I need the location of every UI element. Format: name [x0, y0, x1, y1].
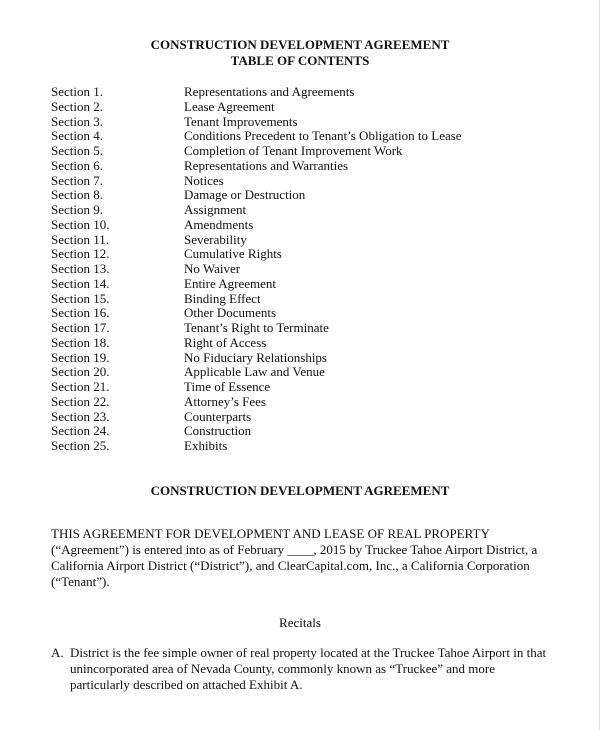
recital-line: particularly described on attached Exhibit A. — [70, 677, 303, 692]
toc-section-title: Completion of Tenant Improvement Work — [184, 143, 403, 158]
recital-line: unincorporated area of Nevada County, commonly known as “Truckee” and more — [70, 661, 496, 676]
toc-section-number: Section 3. — [51, 113, 103, 129]
toc-section-title: Time of Essence — [184, 379, 271, 394]
toc-section-number: Section 5. — [51, 143, 103, 158]
toc-section-title: Construction — [184, 423, 252, 439]
toc-section-number: Section 25. — [51, 438, 110, 453]
toc-section-title: Other Documents — [184, 305, 277, 321]
toc-section-title: Conditions Precedent to Tenant’s Obligation to Lease — [184, 128, 462, 144]
toc-section-number: Section 15. — [51, 290, 110, 306]
toc-section-number: Section 1. — [51, 84, 103, 99]
toc-section-title: Applicable Law and Venue — [184, 364, 325, 380]
toc-section-title: Tenant’s Right to Terminate — [184, 320, 329, 335]
recitals-heading: Recitals — [279, 615, 321, 630]
intro-line: (“Agreement”) is entered into as of February ____, 2015 by Truckee Tahoe Airport District, a — [51, 542, 538, 557]
toc-section-number: Section 8. — [51, 187, 103, 203]
toc-section-title: Lease Agreement — [184, 98, 275, 114]
toc-section-number: Section 24. — [51, 423, 110, 439]
toc-section-number: Section 7. — [51, 172, 103, 188]
toc-section-number: Section 18. — [51, 334, 110, 350]
toc-section-number: Section 11. — [51, 231, 110, 247]
toc-section-number: Section 4. — [51, 128, 103, 144]
toc-section-title: No Fiduciary Relationships — [184, 349, 327, 365]
toc-section-number: Section 19. — [51, 349, 110, 365]
intro-line: THIS AGREEMENT FOR DEVELOPMENT AND LEASE OF REAL PROPERTY — [51, 526, 490, 541]
toc-section-title: Binding Effect — [184, 290, 261, 306]
toc-section-number: Section 13. — [51, 261, 110, 276]
toc-heading: TABLE OF CONTENTS — [230, 53, 370, 68]
toc-section-title: Counterparts — [184, 408, 252, 424]
toc-section-number: Section 22. — [51, 393, 110, 409]
toc-section-title: Representations and Warranties — [184, 157, 349, 173]
toc-section-number: Section 2. — [51, 98, 103, 114]
toc-section-title: Amendments — [184, 216, 254, 232]
toc-section-title: Assignment — [184, 202, 247, 217]
toc-section-number: Section 9. — [51, 202, 103, 217]
toc-section-number: Section 16. — [51, 305, 110, 321]
agreement-title: CONSTRUCTION DEVELOPMENT AGREEMENT — [150, 483, 450, 498]
toc-section-number: Section 20. — [51, 364, 110, 380]
toc-section-number: Section 21. — [51, 379, 110, 394]
toc-section-number: Section 14. — [51, 275, 110, 291]
intro-paragraph — [51, 526, 571, 590]
document-title: CONSTRUCTION DEVELOPMENT AGREEMENT — [150, 37, 450, 52]
toc-section-title: Severability — [184, 231, 247, 247]
toc-section-title: Attorney’s Fees — [184, 393, 266, 409]
recital-line: District is the fee simple owner of real property located at the Truckee Tahoe Airport in that — [70, 645, 547, 660]
toc-section-title: Tenant Improvements — [184, 113, 298, 129]
toc-section-title: Entire Agreement — [184, 275, 277, 291]
toc-section-number: Section 10. — [51, 216, 110, 232]
toc-section-title: Representations and Agreements — [184, 84, 355, 99]
toc-section-number: Section 6. — [51, 157, 103, 173]
toc-section-number: Section 12. — [51, 246, 110, 262]
intro-line: California Airport District (“District”), and ClearCapital.com, Inc., a California Corporation — [51, 558, 530, 573]
toc-section-title: Damage or Destruction — [184, 187, 306, 203]
toc-section-title: Right of Access — [184, 334, 267, 350]
recital-a — [51, 645, 571, 693]
recital-label: A. — [51, 645, 64, 660]
toc-section-title: Notices — [184, 172, 224, 188]
toc-section-title: No Waiver — [184, 261, 241, 276]
intro-line: (“Tenant”). — [51, 574, 110, 589]
toc-section-number: Section 23. — [51, 408, 110, 424]
toc-section-title: Cumulative Rights — [184, 246, 282, 262]
toc-section-number: Section 17. — [51, 320, 110, 335]
toc-section-title: Exhibits — [184, 438, 228, 453]
